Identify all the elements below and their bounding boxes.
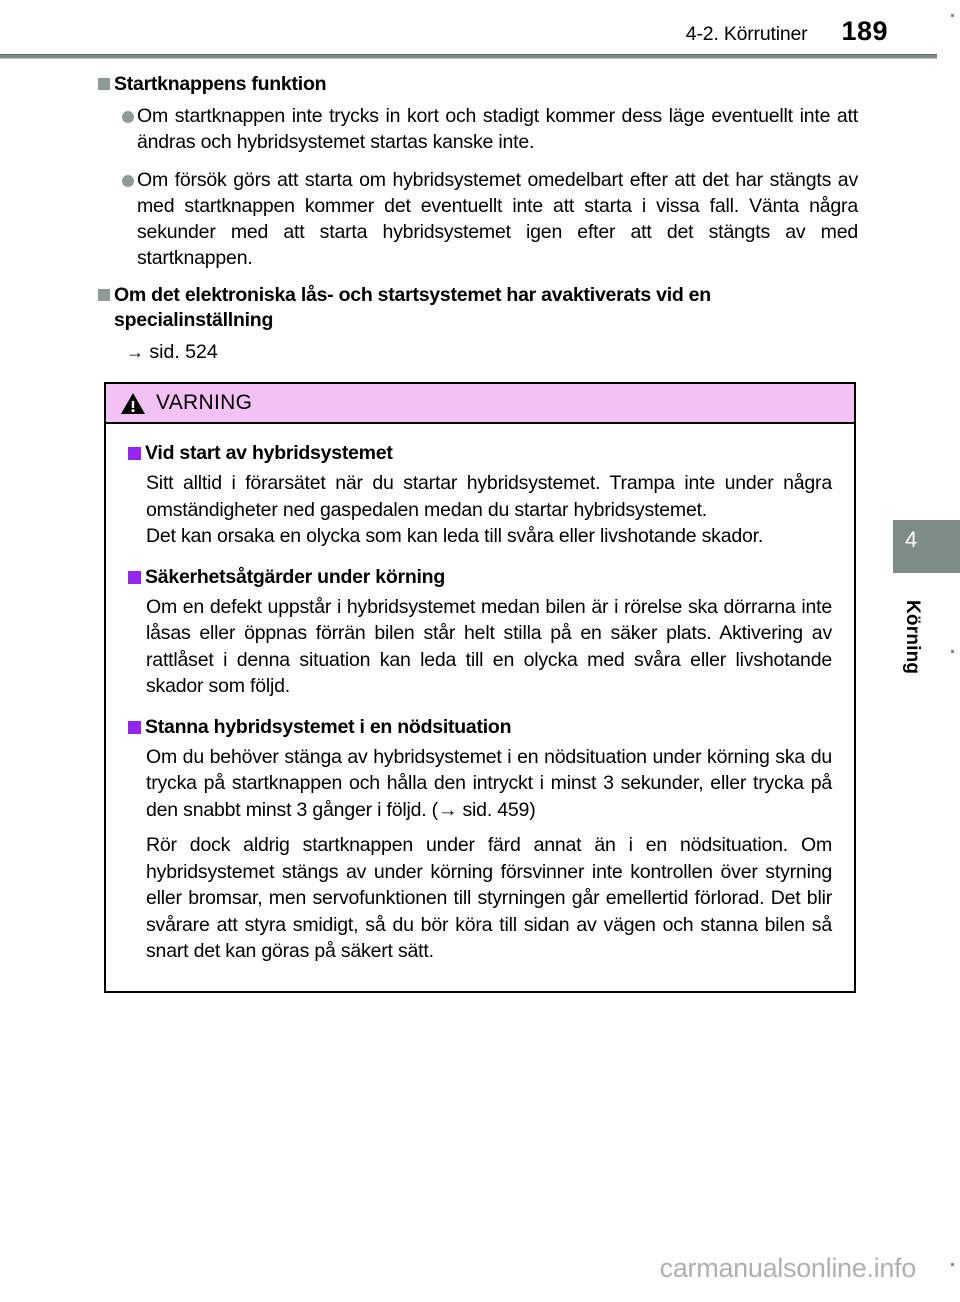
section-heading-label: Startknappens funktion <box>114 73 327 95</box>
page-number: 189 <box>841 16 888 46</box>
warning-item-heading <box>128 440 832 466</box>
warning-item-heading-label: Vid start av hybridsystemet <box>145 442 393 464</box>
warning-item-paragraph: Om en defekt uppstår i hybridsystemet medan bilen är i rörelse ska dörrarna inte låsas eller öppnas förrän bilen står helt stilla på en säker plats. Aktivering av rattlåset i denna situation kan leda till en olycka med svåra eller livshotande skador som följd. <box>146 595 832 697</box>
warning-triangle-icon <box>120 392 146 415</box>
chapter-number: 4 <box>905 527 918 552</box>
list-item-text: Om startknappen inte trycks in kort och stadigt kommer dess läge eventuellt inte att ändras och hybridsystemet startas kanske inte. <box>137 105 858 153</box>
square-bullet-icon <box>98 78 110 90</box>
square-bullet-icon <box>128 721 141 734</box>
warning-item-paragraph: Det kan orsaka en olycka som kan leda till svåra eller livshotande skador. <box>146 525 764 547</box>
round-bullet-icon <box>122 111 134 123</box>
section-heading-elektroniska-las <box>98 283 858 333</box>
section-heading-startknappens-funktion <box>98 72 858 97</box>
header-divider <box>0 54 937 59</box>
page-reference-label: sid. 524 <box>149 341 218 363</box>
spacer <box>128 550 832 564</box>
list-item <box>98 103 858 155</box>
spacer <box>128 700 832 714</box>
warning-item-heading <box>128 714 832 740</box>
header-inner <box>686 16 888 47</box>
page-reference <box>98 339 858 365</box>
chapter-title: Körning <box>902 600 923 675</box>
page-header <box>0 0 960 58</box>
round-bullet-icon <box>122 175 134 187</box>
warning-item-heading-label: Stanna hybridsystemet i en nödsituation <box>145 715 512 738</box>
square-bullet-icon <box>128 447 141 460</box>
warning-item-heading <box>128 564 832 590</box>
page-content <box>98 72 858 365</box>
warning-body <box>106 424 854 991</box>
crop-mark-top-right <box>951 14 954 17</box>
warning-item-paragraph: Om du behöver stänga av hybridsystemet i en nödsituation under körning ska du trycka på startknappen och hålla den intryckt i minst 3 sekunder, eller trycka på den snabbt minst 3 gånger i följd. (→ sid. 459) <box>146 745 832 821</box>
spacer <box>128 823 832 832</box>
crop-mark-middle-right <box>951 650 954 653</box>
header-section-title: 4-2. Körrutiner <box>685 23 808 45</box>
warning-item-paragraph: Rör dock aldrig startknappen under färd annat än i en nödsituation. Om hybridsystemet stängs av under körning försvinner inte kontrollen över styrning eller bromsar, men servofunktionen till styrningen går emellertid förlorad. Det blir svårare att styra smidigt, så du bör köra till sidan av vägen och stanna bilen så snart det kan göras på säkert sätt. <box>146 834 832 962</box>
footer-watermark: carmanualsonline.info <box>659 1253 916 1283</box>
crop-mark-bottom-right <box>951 1263 954 1266</box>
warning-item-heading-label: Säkerhetsåtgärder under körning <box>145 565 446 588</box>
chapter-tab-block <box>893 520 960 573</box>
square-bullet-icon <box>98 289 110 301</box>
square-bullet-icon <box>128 571 141 584</box>
section-heading-label: Om det elektroniska lås- och startsystemet har avaktiverats vid en specialinställning <box>114 284 711 331</box>
warning-item-paragraph: Sitt alltid i förarsätet när du startar hybridsystemet. Trampa inte under några omständigheter ned gaspedalen medan du startar hybridsystemet. <box>146 472 832 521</box>
list-item-text: Om försök görs att starta om hybridsystemet omedelbart efter att det har stängts av med startknappen kommer det eventuellt inte att starta i vissa fall. Vänta några sekunder med att starta hybridsystemet igen efter att det stängts av med startknappen. <box>137 169 858 269</box>
arrow-right-icon: → <box>126 342 144 362</box>
warning-box <box>104 382 856 993</box>
list-item <box>98 167 858 271</box>
warning-label: VARNING <box>156 391 253 414</box>
warning-header-bar <box>106 384 854 424</box>
